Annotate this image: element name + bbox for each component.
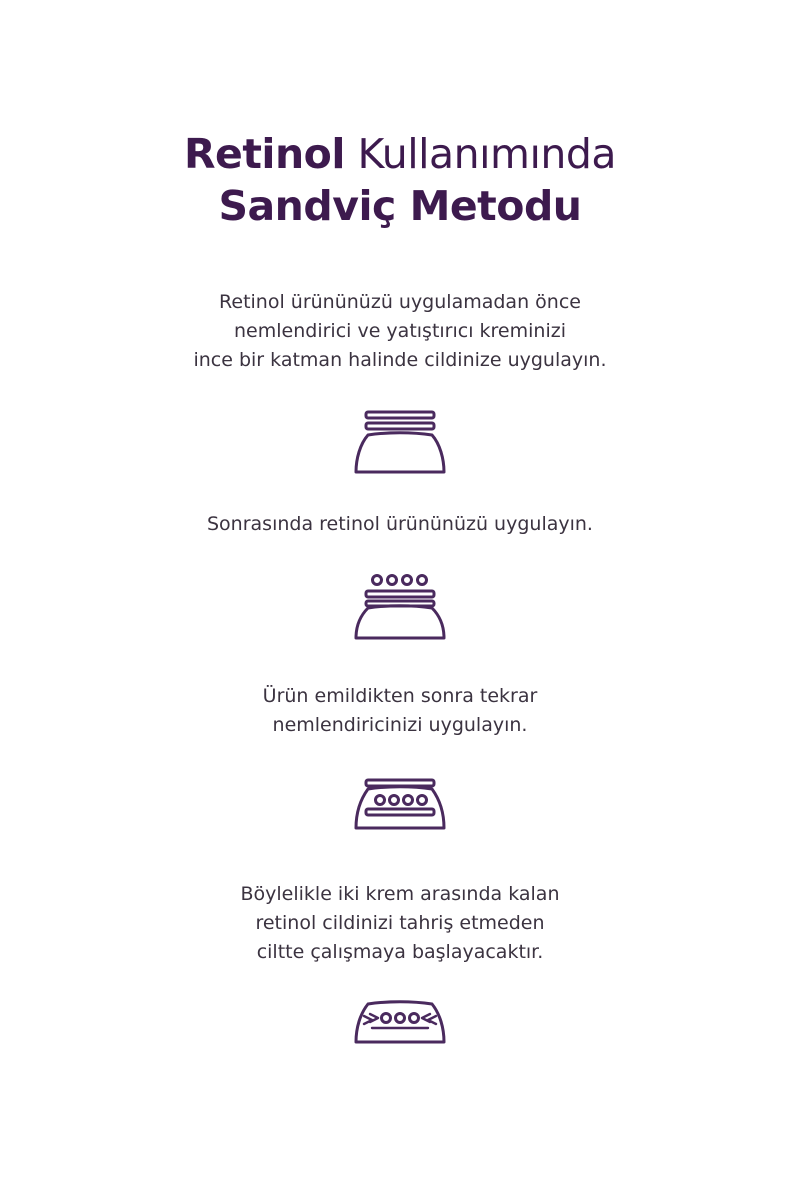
- step-3-text: [0, 682, 800, 740]
- step-1-text: [0, 288, 800, 375]
- step-4-text: [0, 880, 800, 967]
- skin-absorption-icon: [348, 994, 452, 1074]
- title-subject: Sandviç Metodu: [218, 182, 582, 230]
- step-3-line-1: Ürün emildikten sonra tekrar: [262, 685, 538, 707]
- step-4-line-3: ciltte çalışmaya başlayacaktır.: [256, 941, 544, 963]
- title-highlight: Retinol: [183, 130, 345, 178]
- page-title-line-1: [0, 128, 800, 180]
- step-2-text: [0, 510, 800, 539]
- step-1-line-1: Retinol ürününüzü uygulamadan önce: [219, 291, 581, 313]
- retinol-drops-on-cream-icon: [348, 568, 452, 648]
- cream-sandwich-icon: [348, 770, 452, 850]
- step-4-line-1: Böylelikle iki krem arasında kalan: [240, 883, 560, 905]
- cream-layer-icon: [348, 404, 452, 484]
- title-rest: Kullanımında: [344, 130, 617, 178]
- step-1-line-2: nemlendirici ve yatıştırıcı kreminizi: [234, 320, 566, 342]
- step-4-line-2: retinol cildinizi tahriş etmeden: [255, 912, 545, 934]
- step-1-line-3: ince bir katman halinde cildinize uygulayın.: [193, 349, 607, 371]
- step-2-line-1: Sonrasında retinol ürününüzü uygulayın.: [207, 513, 593, 535]
- step-3-line-2: nemlendiricinizi uygulayın.: [272, 714, 528, 736]
- page-title-line-2: [0, 180, 800, 232]
